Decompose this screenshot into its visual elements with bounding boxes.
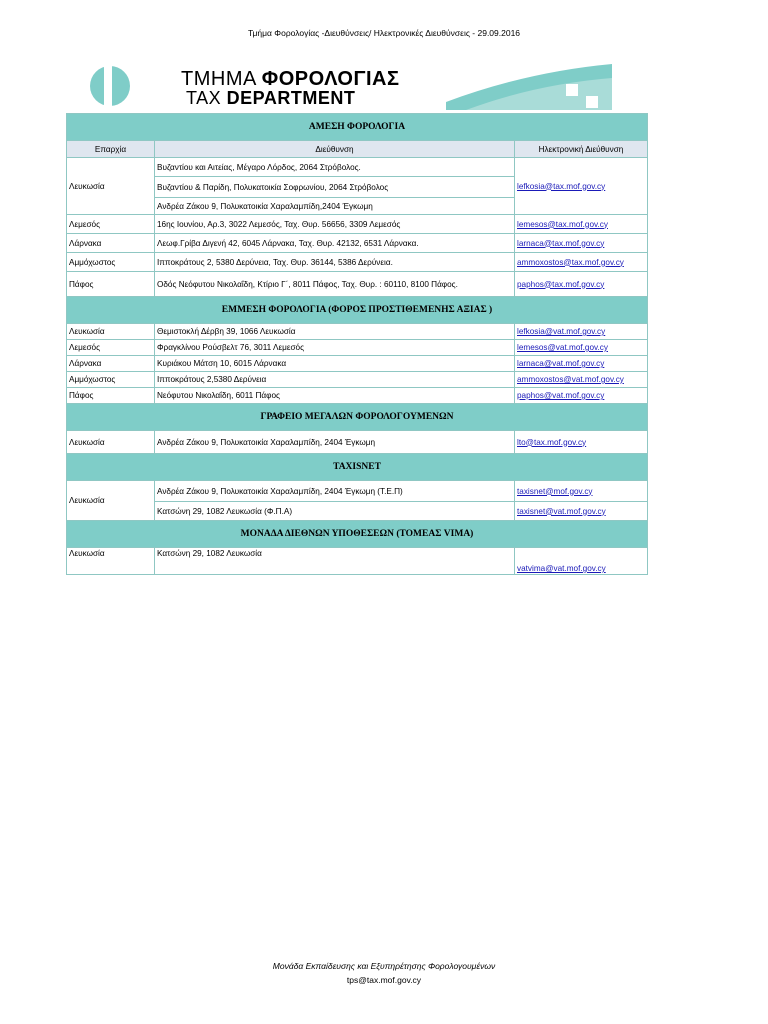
table-row: [67, 356, 648, 372]
document-header: Τμήμα Φορολογίας -Διευθύνσεις/ Ηλεκτρονικές Διευθύνσεις - 29.09.2016: [247, 28, 521, 38]
table-row: [67, 388, 648, 404]
section-title-direct: ΑΜΕΣΗ ΦΟΡΟΛΟΓΙΑ: [67, 114, 648, 141]
section-title-large-taxpayers: ΓΡΑΦΕΙΟ ΜΕΓΑΛΩΝ ΦΟΡΟΛΟΓΟΥΜΕΝΩΝ: [67, 404, 648, 431]
table-row: [67, 340, 648, 356]
address-cell: Ιπποκράτους 2,5380 Δερύνεια: [155, 372, 515, 388]
address-cell: Νεόφυτου Νικολαΐδη, 6011 Πάφος: [155, 388, 515, 404]
email-link[interactable]: larnaca@tax.mof.gov.cy: [515, 234, 648, 253]
email-link[interactable]: taxisnet@vat.mof.gov.cy: [515, 502, 648, 521]
section-title-international: ΜΟΝΑΔΑ ΔΙΕΘΝΩΝ ΥΠΟΘΕΣΕΩΝ (ΤΟΜΕΑΣ VIMA): [67, 521, 648, 548]
table-row: [67, 548, 648, 575]
district-cell: Λεμεσός: [67, 340, 155, 356]
district-cell: Αμμόχωστος: [67, 372, 155, 388]
address-cell: Κατσώνη 29, 1082 Λευκωσία: [155, 548, 515, 575]
email-link[interactable]: lemesos@vat.mof.gov.cy: [515, 340, 648, 356]
address-cell: Κατσώνη 29, 1082 Λευκωσία (Φ.Π.Α): [155, 502, 515, 521]
address-cell: Βυζαντίου και Αιτείας, Μέγαρο Λόρδος, 2064 Στρόβολος.: [155, 158, 515, 177]
district-cell: Λευκωσία: [67, 481, 155, 521]
table-row: [67, 481, 648, 502]
district-cell: Λευκωσία: [67, 324, 155, 340]
address-cell: Θεμιστοκλή Δέρβη 39, 1066 Λευκωσία: [155, 324, 515, 340]
logo-line-2: TAX DEPARTMENT: [186, 88, 356, 108]
table-row: [67, 215, 648, 234]
table-row: [67, 272, 648, 297]
district-cell: Λάρνακα: [67, 356, 155, 372]
address-cell: Ανδρέα Ζάκου 9, Πολυκατοικία Χαραλαμπίδη,2404 Έγκωμη: [155, 198, 515, 215]
table-row: [67, 431, 648, 454]
district-cell: Πάφος: [67, 388, 155, 404]
table-row: [67, 253, 648, 272]
email-link[interactable]: ammoxostos@vat.mof.gov.cy: [515, 372, 648, 388]
footer-email[interactable]: tps@tax.mof.gov.cy: [346, 975, 422, 985]
address-cell: Βυζαντίου & Παρίδη, Πολυκατοικία Σοφρωνίου, 2064 Στρόβολος: [155, 177, 515, 198]
column-header-address: Διεύθυνση: [155, 141, 515, 158]
email-link[interactable]: vatvima@vat.mof.gov.cy: [515, 548, 648, 575]
address-cell: Ανδρέα Ζάκου 9, Πολυκατοικία Χαραλαμπίδη, 2404 Έγκωμη: [155, 431, 515, 454]
address-cell: Ανδρέα Ζάκου 9, Πολυκατοικία Χαραλαμπίδη, 2404 Έγκωμη (Τ.Ε.Π): [155, 481, 515, 502]
email-link[interactable]: paphos@vat.mof.gov.cy: [515, 388, 648, 404]
logo-line-1: ΤΜΗΜΑ ΦΟΡΟΛΟΓΙΑΣ: [181, 68, 400, 90]
addresses-table: [66, 113, 648, 575]
address-cell: 16ης Ιουνίου, Αρ.3, 3022 Λεμεσός, Ταχ. Θυρ. 56656, 3309 Λεμεσός: [155, 215, 515, 234]
district-cell: Λευκωσία: [67, 548, 155, 575]
table-row: [67, 234, 648, 253]
district-cell: Αμμόχωστος: [67, 253, 155, 272]
table-row: [67, 372, 648, 388]
email-link[interactable]: lemesos@tax.mof.gov.cy: [515, 215, 648, 234]
district-cell: Πάφος: [67, 272, 155, 297]
table-row: [67, 158, 648, 177]
section-title-taxisnet: TAXISNET: [67, 454, 648, 481]
address-cell: Οδός Νεόφυτου Νικολαΐδη, Κτίριο Γ΄, 8011 Πάφος, Ταχ. Θυρ. : 60110, 8100 Πάφος.: [155, 272, 515, 297]
address-cell: Κυριάκου Μάτση 10, 6015 Λάρνακα: [155, 356, 515, 372]
email-link[interactable]: lto@tax.mof.gov.cy: [515, 431, 648, 454]
email-link[interactable]: taxisnet@mof.gov.cy: [515, 481, 648, 502]
footer-unit-name: Μονάδα Εκπαίδευσης και Εξυπηρέτησης Φορολογουμένων: [272, 961, 496, 971]
district-cell: Λεμεσός: [67, 215, 155, 234]
tax-department-logo: [66, 62, 612, 110]
table-row: [67, 324, 648, 340]
email-link[interactable]: ammoxostos@tax.mof.gov.cy: [515, 253, 648, 272]
email-link[interactable]: lefkosia@tax.mof.gov.cy: [515, 158, 648, 215]
table-row: [67, 502, 648, 521]
address-cell: Φραγκλίνου Ρούσβελτ 76, 3011 Λεμεσός: [155, 340, 515, 356]
address-cell: Λεωφ.Γρίβα Διγενή 42, 6045 Λάρνακα, Ταχ. Θυρ. 42132, 6531 Λάρνακα.: [155, 234, 515, 253]
column-header-email: Ηλεκτρονική Διεύθυνση: [515, 141, 648, 158]
email-link[interactable]: paphos@tax.mof.gov.cy: [515, 272, 648, 297]
address-cell: Ιπποκράτους 2, 5380 Δερύνεια, Ταχ. Θυρ. 36144, 5386 Δερύνεια.: [155, 253, 515, 272]
column-header-district: Επαρχία: [67, 141, 155, 158]
district-cell: Λάρνακα: [67, 234, 155, 253]
district-cell: Λευκωσία: [67, 158, 155, 215]
column-header-row: [67, 141, 648, 158]
section-title-vat: ΕΜΜΕΣΗ ΦΟΡΟΛΟΓΙΑ (ΦΟΡΟΣ ΠΡΟΣΤΙΘΕΜΕΝΗΣ ΑΞΙΑΣ ): [67, 297, 648, 324]
email-link[interactable]: lefkosia@vat.mof.gov.cy: [515, 324, 648, 340]
district-cell: Λευκωσία: [67, 431, 155, 454]
email-link[interactable]: larnaca@vat.mof.gov.cy: [515, 356, 648, 372]
